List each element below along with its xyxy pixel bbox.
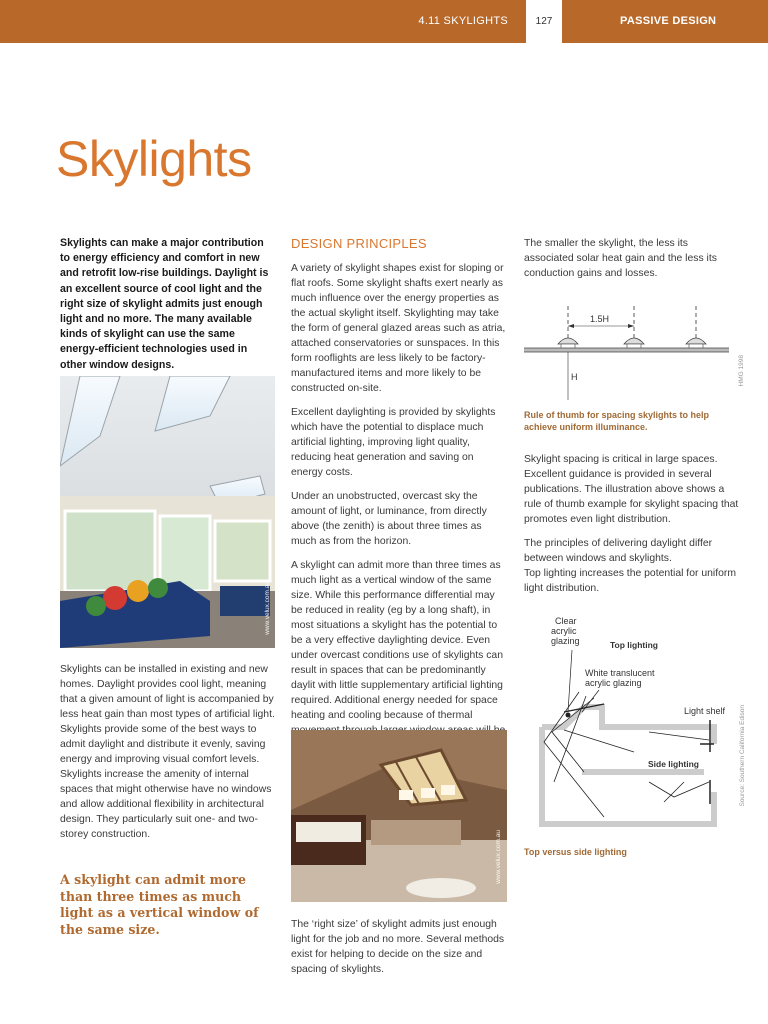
diagram-source: Source: Southern California Edison — [739, 705, 746, 807]
page-number-box — [526, 0, 562, 43]
section-label: 4.11 SKYLIGHTS — [418, 15, 508, 27]
header-bar — [0, 0, 768, 43]
paragraph: Top lighting increases the potential for uniform light distribution. — [524, 568, 736, 594]
top-vs-side-lighting-diagram — [524, 612, 739, 837]
paragraph: The ‘right size’ of skylight admits just enough light for the job and no more. Several methods exist for helping to decide on the size and spacing of skylights. — [291, 919, 505, 975]
paragraph: A skylight can admit more than three times as much light as a vertical window of the same size. While this performance differential may be reduced in reality (eg by a long shaft), in most situations a skylight has the potential to be a very effective daylighting device. Even under overcast conditions use of skylights can result in spaces that can be predominantly daylit with little supplementary artificial lighting required. Additional energy needed for space heating and cooling because of thermal — [291, 560, 503, 721]
intro-paragraph: Skylights can make a major contribution to energy efficiency and comfort in new and retrofit low-rise buildings. Daylight is an excellent source of cool light and the right size of skylight admits just enough light and no more. The many available kinds of skylight can use the same energy-efficient technologies used in other window designs. — [60, 237, 269, 371]
label-acrylic-glazing: acrylic glazing — [585, 678, 642, 688]
pull-quote: A skylight can admit more than three times as much light as a vertical window of the same size. — [60, 872, 259, 937]
chapter-tag: PASSIVE DESIGN — [620, 15, 717, 27]
section-heading: DESIGN PRINCIPLES — [291, 236, 427, 251]
diagram-source: HMG 1998 — [738, 355, 745, 387]
attic-bedroom-photo — [291, 730, 507, 902]
paragraph: A variety of skylight shapes exist for sloping or flat roofs. Some skylight shafts exert nearly as much influence over the energy properties as the actual skylight itself. Skylighting may take the form of general glazed areas such as atria, attached conservatories or sunspaces. In this form rooflights are less likely to be factory-manufactured items and more likely to be constructed on-site. — [291, 263, 506, 394]
skylight-spacing-diagram — [524, 300, 739, 400]
height-label: H — [571, 372, 578, 382]
photo-credit: www.velux.com.au — [264, 581, 271, 635]
label-clear: Clear — [555, 616, 577, 626]
paragraph: Skylight spacing is critical in large spaces. Excellent guidance is provided in several publications. The illustration above shows a rule of thumb example for skylight spacing that promotes even light distribution. — [524, 454, 739, 525]
col3-intro — [524, 236, 739, 290]
page-title: Skylights — [56, 131, 252, 187]
col3-body — [524, 452, 739, 605]
page-number: 127 — [535, 16, 553, 27]
spacing-label: 1.5H — [590, 314, 610, 324]
label-white-translucent: White translucent — [585, 668, 655, 678]
spacing-caption: Rule of thumb for spacing skylights to help achieve uniform illuminance. — [524, 410, 710, 432]
label-top-lighting: Top lighting — [610, 640, 658, 650]
label-acrylic: acrylic — [551, 626, 577, 636]
label-side-lighting: Side lighting — [648, 759, 699, 769]
paragraph: Excellent daylighting is provided by skylights which have the potential to displace much artificial lighting, improving light quality, reducing heat generation and saving on energy costs. — [291, 407, 496, 478]
lighting-caption: Top versus side lighting — [524, 847, 627, 857]
label-light-shelf: Light shelf — [684, 706, 726, 716]
col1-body — [60, 662, 275, 851]
col1-paragraph: Skylights can be installed in existing and new homes. Daylight provides cool light, meaning that a given amount of light is accompanied by less heat gain than most types of artificial light. Skylights provide some of the best ways to admit daylight and distribute it evenly, saving energy and improving visual comfort levels. Skylights increase the amenity of internal spaces that might otherwise have no windows and allow additional flexibility in architectural design. They particularly suit one- and two-storey construction. — [60, 664, 275, 840]
photo-credit: www.velux.com.au — [495, 830, 502, 884]
paragraph: The smaller the skylight, the less its associated solar heat gain and the less its conduction gains and losses. — [524, 238, 717, 279]
col2-bottom-text — [291, 917, 508, 986]
paragraph: Under an unobstructed, overcast sky the amount of light, or luminance, from directly above (the zenith) is about three times as much as from the horizon. — [291, 491, 487, 547]
sunroom-photo — [60, 376, 275, 648]
label-glazing: glazing — [551, 636, 580, 646]
paragraph: The principles of delivering daylight differ between windows and skylights. — [524, 538, 713, 564]
design-principles-body — [291, 261, 508, 762]
